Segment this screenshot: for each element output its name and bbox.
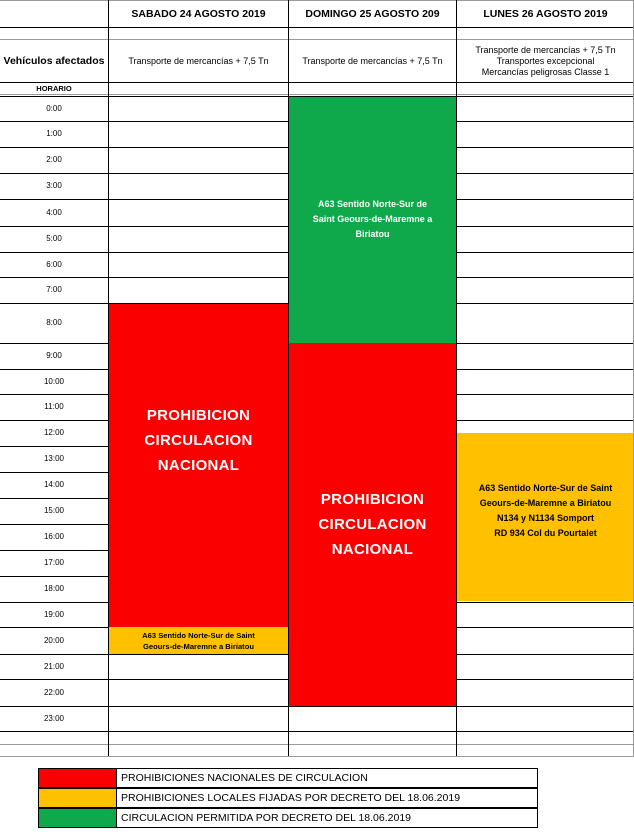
- saturday-local-prohibition-block: [109, 627, 288, 654]
- grid-line: [457, 654, 634, 655]
- grid-line: [457, 679, 634, 680]
- saturday-national-prohibition-text: PROHIBICION CIRCULACION NACIONAL: [144, 406, 253, 474]
- sunday-allowed-text: A63 Sentido Norte-Sur de Saint Geours-de-Maremne a Biriatou: [312, 199, 433, 239]
- grid-line: [0, 96, 108, 97]
- hour-label: 18:00: [43, 584, 65, 593]
- grid-line: [0, 121, 108, 122]
- sunday-national-prohibition-text: PROHIBICION CIRCULACION NACIONAL: [318, 491, 427, 558]
- vehicles-saturday: Transporte de mercancías + 7,5 Tn: [128, 55, 269, 66]
- hour-label: 15:00: [43, 506, 65, 515]
- monday-local-prohibition-text: A63 Sentido Norte-Sur de Saint Geours-de-Maremne a Biriatou N134 y N1134 Somport RD 934 Col du Pourtalet: [478, 483, 613, 538]
- grid-line: [109, 96, 288, 97]
- grid-line: [457, 147, 634, 148]
- grid-line: [109, 252, 288, 253]
- grid-line: [0, 94, 634, 95]
- grid-line: [0, 446, 108, 447]
- grid-line: [457, 394, 634, 395]
- grid-line: [289, 731, 456, 732]
- hour-label: 3:00: [46, 181, 62, 190]
- hour-label: 23:00: [43, 714, 65, 723]
- legend-row-national: [38, 768, 538, 788]
- hour-label: 20:00: [43, 636, 65, 645]
- day-header-sunday: DOMINGO 25 AGOSTO 209: [305, 8, 440, 20]
- grid-line: [0, 602, 108, 603]
- legend-row-local: [38, 788, 538, 808]
- grid-line: [0, 369, 108, 370]
- hour-label: 19:00: [43, 610, 65, 619]
- grid-line: [109, 679, 288, 680]
- grid-line: [109, 706, 288, 707]
- grid-line: [457, 199, 634, 200]
- grid-line: [0, 226, 108, 227]
- grid-line: [0, 420, 108, 421]
- grid-line: [457, 706, 634, 707]
- grid-line: [109, 303, 288, 304]
- grid-line: [457, 602, 634, 603]
- grid-line: [109, 173, 288, 174]
- saturday-national-prohibition-block: [109, 303, 288, 627]
- hour-label: 4:00: [46, 208, 62, 217]
- grid-line: [0, 756, 634, 757]
- grid-line: [109, 654, 288, 655]
- vehicles-affected-label: Vehículos afectados: [3, 55, 105, 67]
- grid-line: [0, 627, 108, 628]
- vehicles-sunday: Transporte de mercancías + 7,5 Tn: [302, 55, 443, 66]
- grid-line: [109, 121, 288, 122]
- grid-line: [0, 550, 108, 551]
- grid-line: [0, 173, 108, 174]
- sunday-national-prohibition-block: [289, 343, 456, 706]
- grid-line: [0, 303, 108, 304]
- hour-label: 10:00: [43, 377, 65, 386]
- hour-label: 9:00: [46, 351, 62, 360]
- grid-line: [0, 706, 108, 707]
- legend-swatch-orange: [39, 789, 117, 807]
- grid-line: [108, 0, 109, 756]
- legend-label-local: PROHIBICIONES LOCALES FIJADAS POR DECRETO DEL 18.06.2019: [121, 792, 461, 804]
- hour-label: 22:00: [43, 688, 65, 697]
- grid-line: [109, 226, 288, 227]
- grid-line: [0, 498, 108, 499]
- grid-line: [0, 731, 108, 732]
- grid-line: [457, 343, 634, 344]
- grid-line: [289, 706, 456, 707]
- grid-line: [0, 39, 634, 40]
- grid-line: [457, 303, 634, 304]
- hour-label: 5:00: [46, 234, 62, 243]
- grid-line: [0, 679, 108, 680]
- grid-line: [109, 731, 288, 732]
- grid-line: [0, 199, 108, 200]
- grid-line: [0, 82, 634, 83]
- hour-label: 7:00: [46, 285, 62, 294]
- grid-line: [456, 0, 457, 756]
- legend-label-allowed: CIRCULACION PERMITIDA POR DECRETO DEL 18.06.2019: [121, 812, 412, 824]
- hour-label: 13:00: [43, 454, 65, 463]
- grid-line: [0, 744, 634, 745]
- grid-line: [457, 369, 634, 370]
- grid-line: [457, 731, 634, 732]
- grid-line: [0, 576, 108, 577]
- grid-line: [457, 226, 634, 227]
- grid-line: [109, 277, 288, 278]
- grid-line: [457, 173, 634, 174]
- hour-label: 8:00: [46, 318, 62, 327]
- grid-line: [457, 121, 634, 122]
- day-header-saturday: SABADO 24 AGOSTO 2019: [131, 8, 266, 20]
- hour-label: 12:00: [43, 428, 65, 437]
- grid-line: [289, 96, 456, 97]
- grid-line: [109, 199, 288, 200]
- grid-line: [0, 27, 634, 28]
- grid-line: [288, 0, 289, 756]
- hour-label: 21:00: [43, 662, 65, 671]
- hour-label: 1:00: [46, 129, 62, 138]
- grid-line: [457, 252, 634, 253]
- hour-label: 14:00: [43, 480, 65, 489]
- grid-line: [457, 420, 634, 421]
- legend-swatch-red: [39, 769, 117, 787]
- grid-line: [0, 654, 108, 655]
- grid-line: [0, 472, 108, 473]
- grid-line: [457, 627, 634, 628]
- legend-label-national: PROHIBICIONES NACIONALES DE CIRCULACION: [121, 772, 368, 784]
- hour-label: 0:00: [46, 104, 62, 113]
- hour-label: 17:00: [43, 558, 65, 567]
- grid-line: [0, 343, 108, 344]
- grid-line: [457, 96, 634, 97]
- monday-local-prohibition-block: [457, 433, 634, 601]
- grid-line: [0, 524, 108, 525]
- grid-line: [0, 252, 108, 253]
- legend-row-allowed: [38, 808, 538, 828]
- hour-label: 6:00: [46, 260, 62, 269]
- grid-line: [0, 394, 108, 395]
- grid-line: [0, 147, 108, 148]
- legend-swatch-green: [39, 809, 117, 827]
- hour-label: 2:00: [46, 155, 62, 164]
- grid-line: [0, 0, 634, 1]
- grid-line: [457, 277, 634, 278]
- hour-label: 11:00: [44, 402, 64, 411]
- grid-line: [0, 277, 108, 278]
- hour-label: 16:00: [43, 532, 65, 541]
- grid-line: [109, 147, 288, 148]
- saturday-local-prohibition-text: A63 Sentido Norte-Sur de Saint Geours-de-Maremne a Biriatou: [142, 630, 255, 651]
- vehicles-monday: Transporte de mercancías + 7,5 Tn Transportes excepcional Mercancías peligrosas Classe 1: [475, 44, 616, 77]
- day-header-monday: LUNES 26 AGOSTO 2019: [483, 8, 608, 20]
- sunday-allowed-block: [289, 96, 456, 343]
- schedule-label: HORARIO: [36, 84, 72, 93]
